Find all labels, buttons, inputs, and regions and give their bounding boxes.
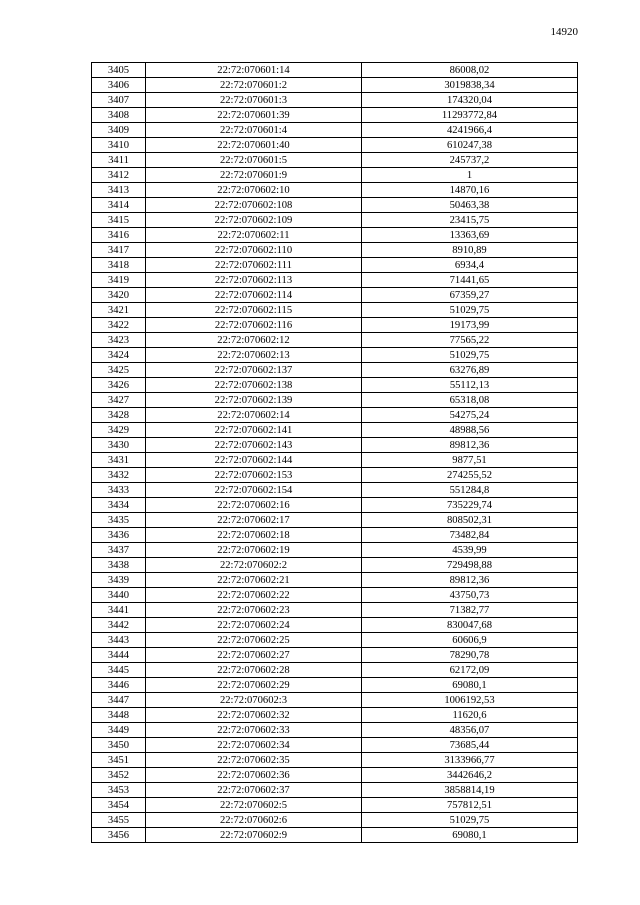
cadastral-value-cell: 551284,8	[362, 483, 578, 498]
cadastral-value-cell: 174320,04	[362, 93, 578, 108]
row-number-cell: 3408	[92, 108, 146, 123]
cadastral-number-cell: 22:72:070602:6	[146, 813, 362, 828]
table-row	[92, 408, 578, 423]
cadastral-value-cell: 11620,6	[362, 708, 578, 723]
table-row	[92, 753, 578, 768]
cadastral-number-cell: 22:72:070602:11	[146, 228, 362, 243]
row-number-cell: 3442	[92, 618, 146, 633]
cadastral-value-cell: 77565,22	[362, 333, 578, 348]
cadastral-value-cell: 23415,75	[362, 213, 578, 228]
cadastral-number-cell: 22:72:070602:21	[146, 573, 362, 588]
cadastral-value-cell: 51029,75	[362, 303, 578, 318]
cadastral-value-cell: 808502,31	[362, 513, 578, 528]
row-number-cell: 3429	[92, 423, 146, 438]
row-number-cell: 3415	[92, 213, 146, 228]
cadastral-value-cell: 274255,52	[362, 468, 578, 483]
row-number-cell: 3432	[92, 468, 146, 483]
cadastral-number-cell: 22:72:070602:139	[146, 393, 362, 408]
table-row	[92, 393, 578, 408]
cadastral-value-cell: 48356,07	[362, 723, 578, 738]
table-row	[92, 123, 578, 138]
table-row	[92, 738, 578, 753]
row-number-cell: 3406	[92, 78, 146, 93]
table-row	[92, 93, 578, 108]
table-row	[92, 768, 578, 783]
cadastral-number-cell: 22:72:070602:109	[146, 213, 362, 228]
table-row	[92, 813, 578, 828]
table-row	[92, 228, 578, 243]
cadastral-value-cell: 73685,44	[362, 738, 578, 753]
table-row	[92, 78, 578, 93]
row-number-cell: 3448	[92, 708, 146, 723]
table-row	[92, 663, 578, 678]
cadastral-number-cell: 22:72:070601:2	[146, 78, 362, 93]
cadastral-value-cell: 65318,08	[362, 393, 578, 408]
cadastral-value-cell: 735229,74	[362, 498, 578, 513]
cadastral-value-cell: 8910,89	[362, 243, 578, 258]
cadastral-number-cell: 22:72:070601:5	[146, 153, 362, 168]
cadastral-number-cell: 22:72:070602:36	[146, 768, 362, 783]
cadastral-value-cell: 14870,16	[362, 183, 578, 198]
row-number-cell: 3445	[92, 663, 146, 678]
table-row	[92, 183, 578, 198]
table-row	[92, 648, 578, 663]
cadastral-value-cell: 51029,75	[362, 348, 578, 363]
cadastral-number-cell: 22:72:070602:153	[146, 468, 362, 483]
table-row	[92, 618, 578, 633]
table-row	[92, 588, 578, 603]
cadastral-number-cell: 22:72:070602:9	[146, 828, 362, 843]
cadastral-value-cell: 69080,1	[362, 678, 578, 693]
row-number-cell: 3419	[92, 273, 146, 288]
cadastral-value-cell: 51029,75	[362, 813, 578, 828]
cadastral-number-cell: 22:72:070602:116	[146, 318, 362, 333]
table-row	[92, 63, 578, 78]
table-row	[92, 378, 578, 393]
row-number-cell: 3405	[92, 63, 146, 78]
row-number-cell: 3409	[92, 123, 146, 138]
cadastral-value-cell: 54275,24	[362, 408, 578, 423]
table-row	[92, 288, 578, 303]
table-row	[92, 198, 578, 213]
cadastral-number-cell: 22:72:070601:9	[146, 168, 362, 183]
cadastral-value-cell: 729498,88	[362, 558, 578, 573]
cadastral-value-cell: 13363,69	[362, 228, 578, 243]
row-number-cell: 3423	[92, 333, 146, 348]
cadastral-value-cell: 71382,77	[362, 603, 578, 618]
cadastral-number-cell: 22:72:070602:24	[146, 618, 362, 633]
row-number-cell: 3418	[92, 258, 146, 273]
cadastral-number-cell: 22:72:070602:113	[146, 273, 362, 288]
cadastral-value-cell: 6934,4	[362, 258, 578, 273]
cadastral-number-cell: 22:72:070601:4	[146, 123, 362, 138]
row-number-cell: 3426	[92, 378, 146, 393]
cadastral-value-cell: 60606,9	[362, 633, 578, 648]
row-number-cell: 3407	[92, 93, 146, 108]
table-row	[92, 438, 578, 453]
cadastral-number-cell: 22:72:070602:10	[146, 183, 362, 198]
table-row	[92, 708, 578, 723]
row-number-cell: 3433	[92, 483, 146, 498]
row-number-cell: 3427	[92, 393, 146, 408]
cadastral-number-cell: 22:72:070601:14	[146, 63, 362, 78]
cadastral-value-cell: 50463,38	[362, 198, 578, 213]
row-number-cell: 3456	[92, 828, 146, 843]
cadastral-value-table	[91, 62, 578, 843]
cadastral-number-cell: 22:72:070602:35	[146, 753, 362, 768]
row-number-cell: 3412	[92, 168, 146, 183]
cadastral-number-cell: 22:72:070602:33	[146, 723, 362, 738]
cadastral-number-cell: 22:72:070602:13	[146, 348, 362, 363]
cadastral-number-cell: 22:72:070602:111	[146, 258, 362, 273]
cadastral-number-cell: 22:72:070602:27	[146, 648, 362, 663]
cadastral-number-cell: 22:72:070602:17	[146, 513, 362, 528]
row-number-cell: 3414	[92, 198, 146, 213]
cadastral-number-cell: 22:72:070602:141	[146, 423, 362, 438]
cadastral-value-cell: 4241966,4	[362, 123, 578, 138]
cadastral-value-cell: 757812,51	[362, 798, 578, 813]
page-number: 14920	[550, 26, 578, 38]
cadastral-value-cell: 3858814,19	[362, 783, 578, 798]
table-row	[92, 108, 578, 123]
table-row	[92, 783, 578, 798]
table-row	[92, 363, 578, 378]
row-number-cell: 3455	[92, 813, 146, 828]
cadastral-number-cell: 22:72:070602:29	[146, 678, 362, 693]
cadastral-number-cell: 22:72:070602:34	[146, 738, 362, 753]
row-number-cell: 3438	[92, 558, 146, 573]
row-number-cell: 3417	[92, 243, 146, 258]
table-row	[92, 798, 578, 813]
table-row	[92, 453, 578, 468]
cadastral-value-cell: 3019838,34	[362, 78, 578, 93]
cadastral-number-cell: 22:72:070602:114	[146, 288, 362, 303]
cadastral-number-cell: 22:72:070602:137	[146, 363, 362, 378]
row-number-cell: 3428	[92, 408, 146, 423]
cadastral-number-cell: 22:72:070602:18	[146, 528, 362, 543]
row-number-cell: 3435	[92, 513, 146, 528]
row-number-cell: 3431	[92, 453, 146, 468]
table-row	[92, 603, 578, 618]
cadastral-number-cell: 22:72:070602:143	[146, 438, 362, 453]
table-row	[92, 633, 578, 648]
cadastral-number-cell: 22:72:070602:110	[146, 243, 362, 258]
cadastral-value-cell: 71441,65	[362, 273, 578, 288]
row-number-cell: 3430	[92, 438, 146, 453]
cadastral-value-cell: 245737,2	[362, 153, 578, 168]
cadastral-value-cell: 69080,1	[362, 828, 578, 843]
row-number-cell: 3454	[92, 798, 146, 813]
table-row	[92, 273, 578, 288]
table-row	[92, 168, 578, 183]
cadastral-number-cell: 22:72:070602:22	[146, 588, 362, 603]
table-row	[92, 513, 578, 528]
cadastral-value-cell: 3442646,2	[362, 768, 578, 783]
row-number-cell: 3410	[92, 138, 146, 153]
table-row	[92, 138, 578, 153]
row-number-cell: 3444	[92, 648, 146, 663]
cadastral-value-cell: 62172,09	[362, 663, 578, 678]
row-number-cell: 3450	[92, 738, 146, 753]
cadastral-number-cell: 22:72:070602:138	[146, 378, 362, 393]
row-number-cell: 3447	[92, 693, 146, 708]
cadastral-value-cell: 89812,36	[362, 573, 578, 588]
row-number-cell: 3437	[92, 543, 146, 558]
cadastral-value-cell: 86008,02	[362, 63, 578, 78]
cadastral-value-cell: 610247,38	[362, 138, 578, 153]
table-row	[92, 318, 578, 333]
cadastral-value-cell: 1006192,53	[362, 693, 578, 708]
row-number-cell: 3439	[92, 573, 146, 588]
cadastral-number-cell: 22:72:070602:108	[146, 198, 362, 213]
row-number-cell: 3425	[92, 363, 146, 378]
cadastral-value-cell: 1	[362, 168, 578, 183]
table-row	[92, 558, 578, 573]
row-number-cell: 3420	[92, 288, 146, 303]
cadastral-number-cell: 22:72:070602:19	[146, 543, 362, 558]
table-row	[92, 828, 578, 843]
row-number-cell: 3413	[92, 183, 146, 198]
row-number-cell: 3451	[92, 753, 146, 768]
cadastral-number-cell: 22:72:070602:5	[146, 798, 362, 813]
table-row	[92, 423, 578, 438]
cadastral-value-cell: 67359,27	[362, 288, 578, 303]
cadastral-value-cell: 63276,89	[362, 363, 578, 378]
row-number-cell: 3452	[92, 768, 146, 783]
cadastral-number-cell: 22:72:070602:32	[146, 708, 362, 723]
table-row	[92, 333, 578, 348]
cadastral-number-cell: 22:72:070602:12	[146, 333, 362, 348]
cadastral-number-cell: 22:72:070601:39	[146, 108, 362, 123]
row-number-cell: 3411	[92, 153, 146, 168]
cadastral-value-cell: 73482,84	[362, 528, 578, 543]
table-row	[92, 153, 578, 168]
table-row	[92, 498, 578, 513]
cadastral-value-cell: 48988,56	[362, 423, 578, 438]
cadastral-number-cell: 22:72:070602:25	[146, 633, 362, 648]
cadastral-number-cell: 22:72:070601:40	[146, 138, 362, 153]
cadastral-number-cell: 22:72:070602:16	[146, 498, 362, 513]
row-number-cell: 3434	[92, 498, 146, 513]
row-number-cell: 3416	[92, 228, 146, 243]
table-row	[92, 243, 578, 258]
cadastral-number-cell: 22:72:070602:37	[146, 783, 362, 798]
row-number-cell: 3422	[92, 318, 146, 333]
table-row	[92, 303, 578, 318]
cadastral-number-cell: 22:72:070602:14	[146, 408, 362, 423]
table-row	[92, 468, 578, 483]
table-row	[92, 678, 578, 693]
table-row	[92, 543, 578, 558]
cadastral-value-cell: 4539,99	[362, 543, 578, 558]
cadastral-value-cell: 55112,13	[362, 378, 578, 393]
row-number-cell: 3453	[92, 783, 146, 798]
table-body	[92, 63, 578, 843]
row-number-cell: 3443	[92, 633, 146, 648]
table-row	[92, 528, 578, 543]
cadastral-value-cell: 11293772,84	[362, 108, 578, 123]
row-number-cell: 3436	[92, 528, 146, 543]
cadastral-number-cell: 22:72:070602:23	[146, 603, 362, 618]
cadastral-value-cell: 89812,36	[362, 438, 578, 453]
cadastral-number-cell: 22:72:070602:154	[146, 483, 362, 498]
table-row	[92, 483, 578, 498]
row-number-cell: 3441	[92, 603, 146, 618]
table-row	[92, 723, 578, 738]
table-row	[92, 213, 578, 228]
row-number-cell: 3446	[92, 678, 146, 693]
cadastral-value-cell: 78290,78	[362, 648, 578, 663]
cadastral-number-cell: 22:72:070602:3	[146, 693, 362, 708]
cadastral-number-cell: 22:72:070602:115	[146, 303, 362, 318]
cadastral-value-cell: 9877,51	[362, 453, 578, 468]
table-row	[92, 693, 578, 708]
cadastral-number-cell: 22:72:070602:28	[146, 663, 362, 678]
cadastral-number-cell: 22:72:070602:2	[146, 558, 362, 573]
row-number-cell: 3449	[92, 723, 146, 738]
cadastral-value-cell: 3133966,77	[362, 753, 578, 768]
cadastral-value-cell: 43750,73	[362, 588, 578, 603]
cadastral-value-cell: 19173,99	[362, 318, 578, 333]
table-row	[92, 573, 578, 588]
row-number-cell: 3421	[92, 303, 146, 318]
table-row	[92, 258, 578, 273]
row-number-cell: 3424	[92, 348, 146, 363]
row-number-cell: 3440	[92, 588, 146, 603]
cadastral-number-cell: 22:72:070601:3	[146, 93, 362, 108]
table-row	[92, 348, 578, 363]
cadastral-value-cell: 830047,68	[362, 618, 578, 633]
cadastral-number-cell: 22:72:070602:144	[146, 453, 362, 468]
